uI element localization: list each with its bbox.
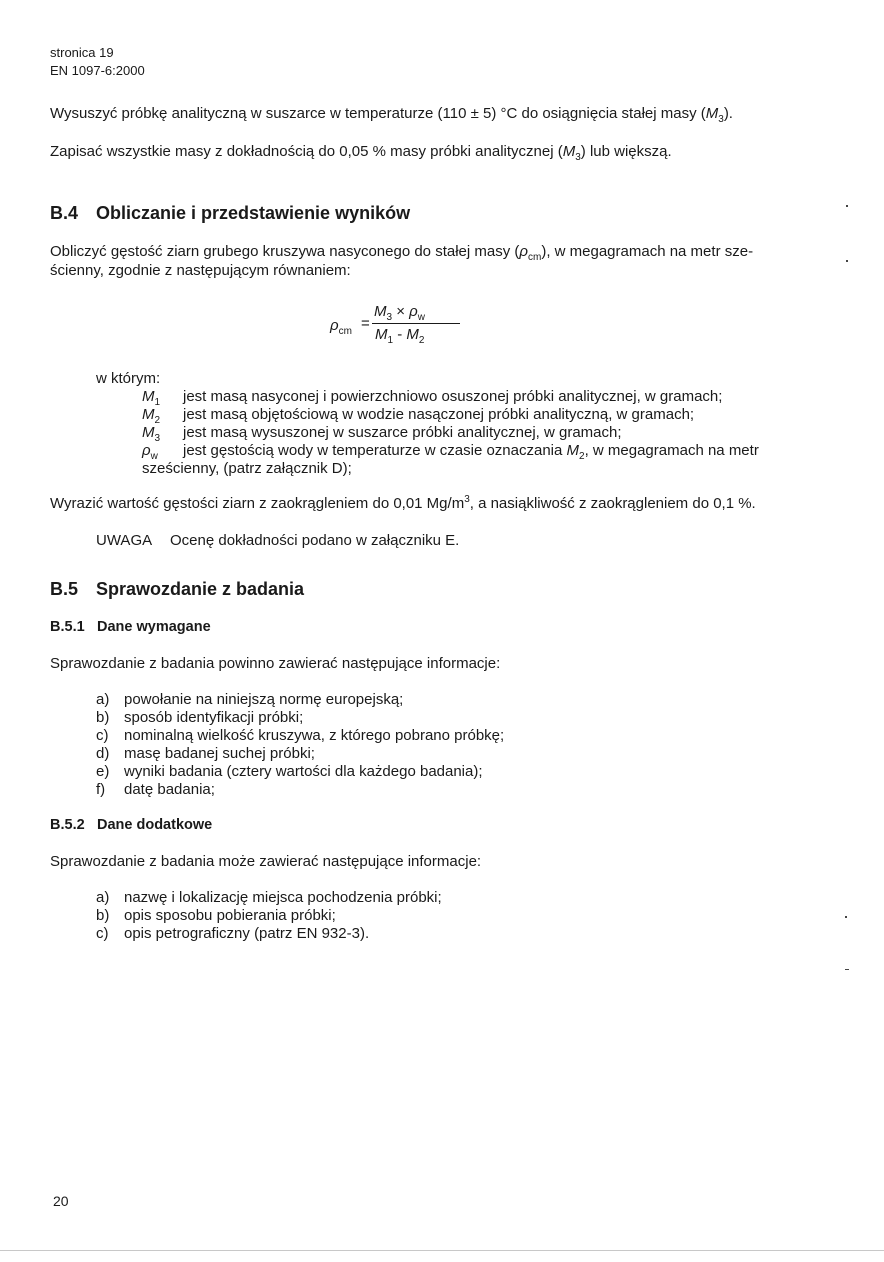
header-page-label: stronica 19 (50, 45, 114, 60)
where-label: w którym: (96, 370, 161, 387)
section-b4-heading (50, 203, 410, 224)
section-b5-heading (50, 579, 304, 600)
list-item-label: c) (96, 925, 109, 942)
section-b52-heading (50, 817, 212, 833)
intro-paragraph-1: Wysuszyć próbkę analityczną w suszarce w temperaturze (110 ± 5) °C do osiągnięcia stałej masy $(M_3)$. (50, 105, 733, 125)
b51-intro: Sprawozdanie z badania powinno zawierać następujące informacje: (50, 655, 501, 672)
list-item: sposób identyfikacji próbki; (124, 709, 304, 726)
section-b51-number: B.5.1 (50, 619, 85, 635)
section-b4-title: Obliczanie i przedstawienie wyników (96, 203, 411, 223)
scan-speck (846, 205, 848, 207)
list-item-label: b) (96, 709, 110, 726)
density-formula (330, 300, 470, 350)
list-item-label: d) (96, 745, 110, 762)
b52-intro: Sprawozdanie z badania może zawierać następujące informacje: (50, 853, 482, 870)
section-b52-title: Dane dodatkowe (97, 817, 213, 833)
definition-text: jest masą objętościową w wodzie nasączonej próbki analityczną, w gramach; (183, 406, 695, 423)
list-item: powołanie na niniejszą normę europejską; (124, 691, 404, 708)
note-text: Ocenę dokładności podano w załączniku E. (170, 532, 460, 549)
formula-denominator: $M_1 - M_2$ (375, 326, 425, 346)
definition-text-continuation: sześcienny, (patrz załącznik D); (142, 460, 352, 477)
definition-symbol: $\rho_w$ (142, 442, 158, 462)
list-item: nazwę i lokalizację miejsca pochodzenia próbki; (124, 889, 442, 906)
header-standard: EN 1097-6:2000 (50, 63, 145, 78)
list-item-label: a) (96, 691, 110, 708)
note (96, 532, 459, 549)
definition-text: jest masą wysuszonej w suszarce próbki analitycznej, w gramach; (183, 424, 622, 441)
list-item: opis sposobu pobierania próbki; (124, 907, 336, 924)
list-item-label: a) (96, 889, 110, 906)
list-item-label: e) (96, 763, 110, 780)
note-keyword: UWAGA (96, 532, 153, 549)
page-number: 20 (53, 1193, 69, 1209)
section-b51-title: Dane wymagane (97, 619, 211, 635)
definition-text: jest gęstością wody w temperaturze w czasie oznaczania $M_2$, w megagramach na metr (183, 442, 759, 462)
list-item-label: f) (96, 781, 106, 798)
formula-fraction-bar (372, 323, 460, 324)
formula-numerator: $M_3 \times \rho_w$ (374, 303, 425, 323)
formula-lhs: $\rho_{cm}$ (330, 317, 352, 337)
rounding-paragraph: Wyrazić wartość gęstości ziarn z zaokrągleniem do 0,01 $Mg/m^3$, a nasiąkliwość z zaokrągleniem do 0,1 %. (50, 494, 756, 512)
b4-paragraph-line-1: Obliczyć gęstość ziarn grubego kruszywa nasyconego do stałej masy $(\rho_{cm})$, w megagramach na metr sze- (50, 243, 754, 263)
list-item: masę badanej suchej próbki; (124, 745, 315, 762)
scan-speck (845, 969, 849, 970)
definition-symbol: $M_1$ (142, 388, 161, 408)
definition-symbol: $M_3$ (142, 424, 161, 444)
section-b5-title: Sprawozdanie z badania (96, 579, 305, 599)
intro-paragraph-2: Zapisać wszystkie masy z dokładnością do 0,05 % masy próbki analitycznej $(M_3)$ lub większą. (50, 143, 672, 163)
list-item: wyniki badania (cztery wartości dla każdego badania); (124, 763, 483, 780)
definition-text: jest masą nasyconej i powierzchniowo osuszonej próbki analitycznej, w gramach; (183, 388, 723, 405)
section-b52-number: B.5.2 (50, 817, 85, 833)
list-item: datę badania; (124, 781, 215, 798)
b4-paragraph-line-2: ścienny, zgodnie z następującym równaniem: (50, 262, 351, 279)
formula-equals: = (361, 315, 370, 332)
definition-symbol: $M_2$ (142, 406, 161, 426)
scan-speck (846, 260, 848, 262)
section-b51-heading (50, 619, 211, 635)
scan-edge-line (0, 1250, 884, 1251)
list-item-label: c) (96, 727, 109, 744)
list-item: opis petrograficzny (patrz EN 932-3). (124, 925, 370, 942)
section-b5-number: B.5 (50, 579, 79, 599)
list-item: nominalną wielkość kruszywa, z którego pobrano próbkę; (124, 727, 505, 744)
section-b4-number: B.4 (50, 203, 79, 223)
scan-speck (845, 916, 847, 918)
list-item-label: b) (96, 907, 110, 924)
